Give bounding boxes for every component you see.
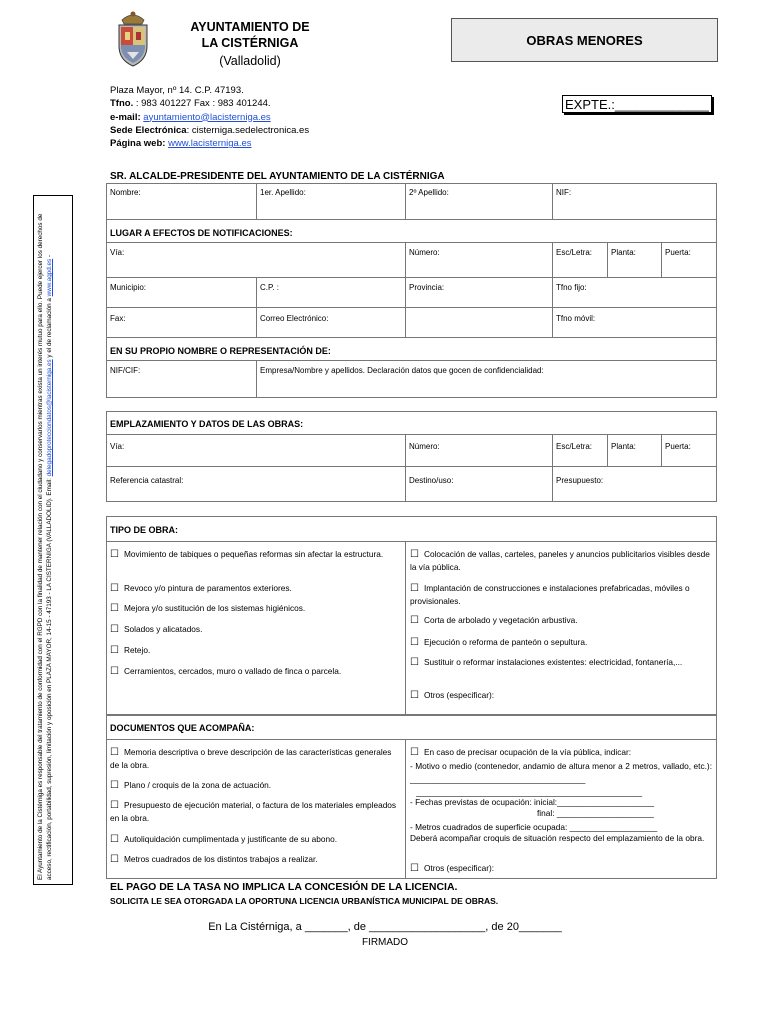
cp-field[interactable]: C.P. : — [260, 283, 279, 292]
checkbox-icon[interactable]: ☐ — [410, 583, 419, 594]
tfno-movil-field[interactable]: Tfno móvil: — [556, 314, 596, 323]
checkbox-icon[interactable]: ☐ — [110, 603, 119, 614]
signed-label: FIRMADO — [361, 937, 409, 948]
location-title: EMPLAZAMIENTO Y DATOS DE LAS OBRAS: — [110, 419, 304, 429]
doc-right-motivo: - Motivo o medio (contenedor, andamio de altura menor a 2 metros, vallado, etc.): ______________________________________ — [410, 761, 712, 784]
work-right-5[interactable]: ☐ Otros (especificar): — [410, 690, 495, 701]
form-title: OBRAS MENORES — [451, 18, 718, 62]
checkbox-icon[interactable]: ☐ — [110, 624, 119, 635]
doc-right-otros[interactable]: ☐ Otros (especificar): — [410, 863, 495, 874]
checkbox-icon[interactable]: ☐ — [110, 747, 119, 758]
planta-field[interactable]: Planta: — [611, 248, 636, 257]
doc-left-4[interactable]: ☐ Metros cuadrados de los distintos trabajos a realizar. — [110, 854, 318, 865]
doc-right-metros: - Metros cuadrados de superficie ocupada: ___________________ — [410, 822, 658, 832]
signature-block — [140, 920, 630, 950]
checkbox-icon[interactable]: ☐ — [110, 549, 119, 560]
agpd-link[interactable]: www.agpd.es — [46, 258, 53, 297]
request-line: SOLICITA LE SEA OTORGADA LA OPORTUNA LICENCIA URBANÍSTICA MUNICIPAL DE OBRAS. — [110, 896, 499, 906]
work-right-2[interactable]: ☐ Corta de arbolado y vegetación arbustiva. — [410, 615, 578, 626]
checkbox-icon[interactable]: ☐ — [110, 800, 119, 811]
doc-left-1[interactable]: ☐ Plano / croquis de la zona de actuación. — [110, 780, 272, 791]
checkbox-icon[interactable]: ☐ — [110, 583, 119, 594]
rep-title: EN SU PROPIO NOMBRE O REPRESENTACIÓN DE: — [110, 346, 331, 356]
obra-planta-field[interactable]: Planta: — [611, 442, 636, 451]
work-left-2[interactable]: ☐ Mejora y/o sustitución de los sistemas higiénicos. — [110, 603, 306, 614]
work-type-title: TIPO DE OBRA: — [110, 525, 179, 535]
work-left-3[interactable]: ☐ Solados y alicatados. — [110, 624, 203, 635]
doc-right-croquis: Deberá acompañar croquis de situación respecto del emplazamiento de la obra. — [410, 833, 705, 843]
address: Plaza Mayor, nº 14. C.P. 47193. — [110, 85, 244, 96]
checkbox-icon[interactable]: ☐ — [110, 645, 119, 656]
checkbox-icon[interactable]: ☐ — [410, 637, 419, 648]
work-left-4[interactable]: ☐ Retejo. — [110, 645, 151, 656]
website-link[interactable]: www.lacisterniga.es — [168, 138, 252, 150]
work-right-4[interactable]: ☐ Sustituir o reformar instalaciones existentes: electricidad, fontanería,... — [410, 657, 683, 668]
doc-right-fechas: - Fechas previstas de ocupación: inicial:_____________________ — [410, 797, 655, 807]
esc-field[interactable]: Esc/Letra: — [556, 248, 593, 257]
doc-left-3[interactable]: ☐ Autoliquidación cumplimentada y justificante de su abono. — [110, 834, 338, 845]
fax-field[interactable]: Fax: — [110, 314, 126, 323]
doc-left-0[interactable]: ☐ Memoria descriptiva o breve descripción de las características generales de la obra. — [110, 747, 392, 770]
presupuesto-field[interactable]: Presupuesto: — [556, 476, 604, 485]
checkbox-icon[interactable]: ☐ — [110, 834, 119, 845]
checkbox-icon[interactable]: ☐ — [410, 657, 419, 668]
puerta-field[interactable]: Puerta: — [665, 248, 691, 257]
nombre-field[interactable]: Nombre: — [110, 188, 141, 197]
checkbox-icon[interactable]: ☐ — [110, 666, 119, 677]
doc-right-line: _________________________________________________ — [416, 787, 643, 797]
provincia-field[interactable]: Provincia: — [409, 283, 445, 292]
obra-numero-field[interactable]: Número: — [409, 442, 440, 451]
addressee: SR. ALCALDE-PRESIDENTE DEL AYUNTAMIENTO DE LA CISTÉRNIGA — [110, 171, 445, 182]
numero-field[interactable]: Número: — [409, 248, 440, 257]
work-right-1[interactable]: ☐ Implantación de construcciones e instalaciones prefabricadas, móviles o provisionales. — [410, 583, 690, 606]
data-protection-note: El Ayuntamiento de la Cistérniga es responsable del tratamiento de conformidad con el RGPD con la finalidad de mantener relación con el ciudadano y conservarlos mientras exista un interés mutuo para ello. Puede ejercer los derechos de acceso, rectificación, portabilidad, supresión, limitación y oposición en PLAZA MAYOR, 14-15 - 47193 - LA CISTERNIGA (VALLADOLID). Email: delegadoprotecciondatos@lacisterniga.es y el de reclamación a www.agpd.es - — [33, 195, 73, 885]
place-date[interactable]: En La Cistérniga, a _______, de ___________________, de 20_______ — [208, 921, 562, 933]
doc-right-final: final: _____________________ — [537, 808, 654, 818]
apellido2-field[interactable]: 2º Apellido: — [409, 188, 449, 197]
notif-title: LUGAR A EFECTOS DE NOTIFICACIONES: — [110, 228, 293, 238]
org-province: (Valladolid) — [219, 54, 281, 68]
apellido1-field[interactable]: 1er. Apellido: — [260, 188, 306, 197]
checkbox-icon[interactable]: ☐ — [410, 615, 419, 626]
coat-of-arms-icon — [114, 8, 152, 68]
dpo-email-link[interactable]: delegadoprotecciondatos@lacisterniga.es — [46, 359, 53, 477]
via-field[interactable]: Vía: — [110, 248, 125, 257]
checkbox-icon[interactable]: ☐ — [110, 854, 119, 865]
org-name: AYUNTAMIENTO DE LA CISTÉRNIGA — [190, 20, 310, 50]
checkbox-icon[interactable]: ☐ — [410, 863, 419, 874]
work-left-1[interactable]: ☐ Revoco y/o pintura de paramentos exteriores. — [110, 583, 292, 594]
referencia-field[interactable]: Referencia catastral: — [110, 476, 184, 485]
obra-esc-field[interactable]: Esc/Letra: — [556, 442, 593, 451]
work-left-0[interactable]: ☐ Movimiento de tabiques o pequeñas reformas sin afectar la estructura. — [110, 549, 384, 560]
fee-notice: EL PAGO DE LA TASA NO IMPLICA LA CONCESIÓN DE LA LICENCIA. — [110, 881, 458, 893]
destino-field[interactable]: Destino/uso: — [409, 476, 454, 485]
municipio-field[interactable]: Municipio: — [110, 283, 147, 292]
work-right-3[interactable]: ☐ Ejecución o reforma de panteón o sepultura. — [410, 637, 588, 648]
email-link[interactable]: ayuntamiento@lacisterniga.es — [143, 111, 271, 123]
checkbox-icon[interactable]: ☐ — [110, 780, 119, 791]
tfno-fijo-field[interactable]: Tfno fijo: — [556, 283, 587, 292]
obra-via-field[interactable]: Vía: — [110, 442, 125, 451]
documents-title: DOCUMENTOS QUE ACOMPAÑA: — [110, 723, 255, 733]
empresa-field[interactable]: Empresa/Nombre y apellidos. Declaración datos que gocen de confidencialidad: — [260, 366, 544, 375]
checkbox-icon[interactable]: ☐ — [410, 549, 419, 560]
doc-right-head[interactable]: ☐ En caso de precisar ocupación de la vía pública, indicar: — [410, 747, 632, 758]
contact-block: Plaza Mayor, nº 14. C.P. 47193. Tfno. : 983 401227 Fax : 983 401244. e-mail: ayuntamiento@lacisterniga.es Sede Electrónica: cisterniga.sedelectronica.es Página web: www.lacisterniga.es — [110, 85, 310, 150]
nif-cif-field[interactable]: NIF/CIF: — [110, 366, 141, 375]
work-left-5[interactable]: ☐ Cerramientos, cercados, muro o vallado de finca o parcela. — [110, 666, 342, 677]
correo-field[interactable]: Correo Electrónico: — [260, 314, 329, 323]
nif-field[interactable]: NIF: — [556, 188, 572, 197]
checkbox-icon[interactable]: ☐ — [410, 747, 419, 758]
doc-left-2[interactable]: ☐ Presupuesto de ejecución material, o factura de los materiales empleados en la obra. — [110, 800, 397, 823]
obra-puerta-field[interactable]: Puerta: — [665, 442, 691, 451]
work-right-0[interactable]: ☐ Colocación de vallas, carteles, paneles y anuncios publicitarios visibles desde la vía pública. — [410, 549, 710, 572]
checkbox-icon[interactable]: ☐ — [410, 690, 419, 701]
expte-field[interactable]: EXPTE.:_____________ — [562, 95, 712, 113]
